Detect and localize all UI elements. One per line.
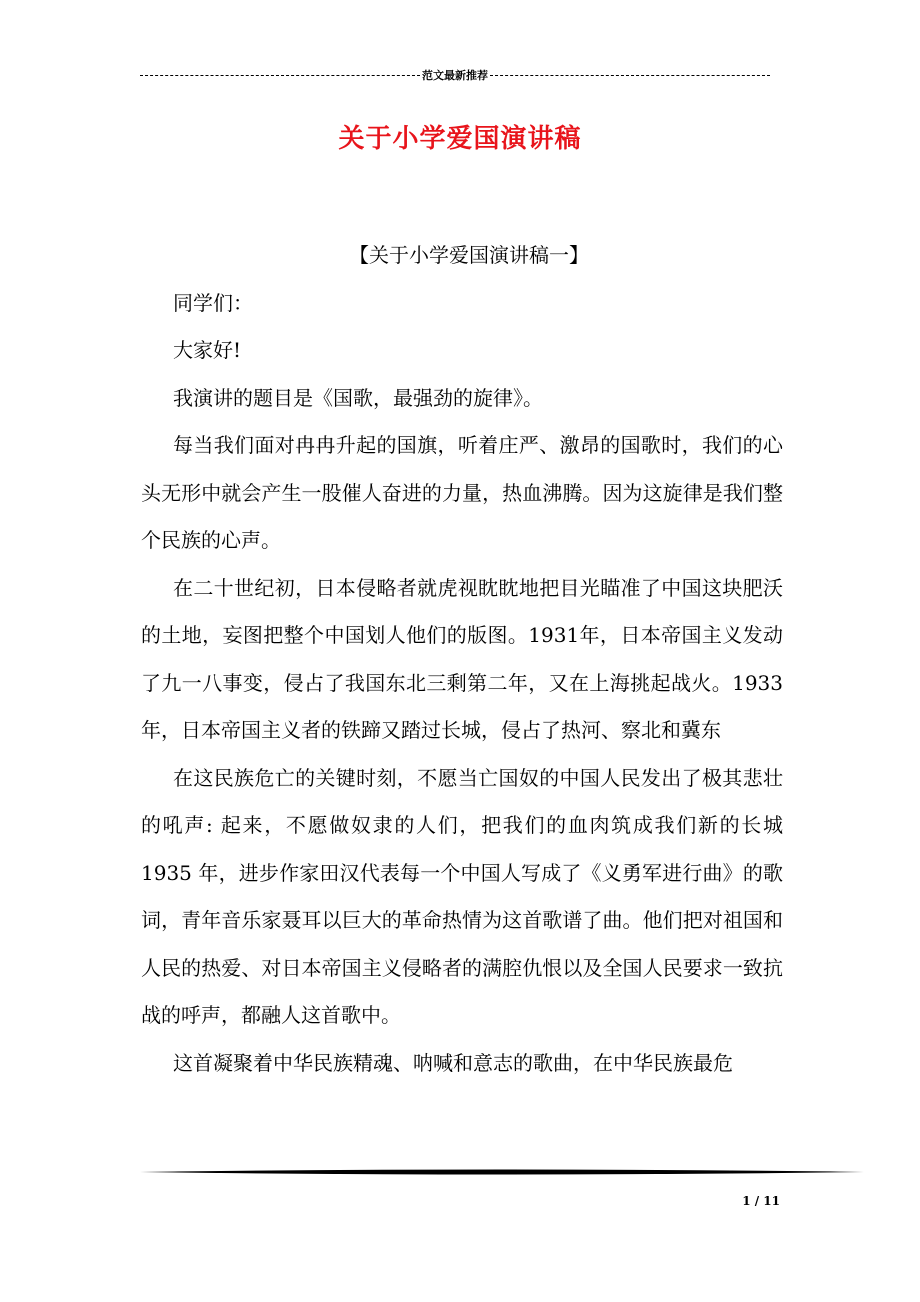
paragraph-body: 在这民族危亡的关键时刻，不愿当亡国奴的中国人民发出了极其悲壮的吼声: 起来，不愿做奴隶的人们，把我们的血肉筑成我们新的长城1935 年，进步作家田汉代表每一个中国人写成了《义勇军进行曲》的歌词，青年音乐家聂耳以巨大的革命热情为这首歌谱了曲。他们把对祖国和人民的热爱、对日本帝国主义侵略者的满腔仇恨以及全国人民要求一致抗战的呼声，都融人这首歌中。 [141, 765, 783, 1027]
paragraph-body: 在二十世纪初，日本侵略者就虎视眈眈地把目光瞄准了中国这块肥沃的土地，妄图把整个中国划人他们的版图。1931年，日本帝国主义发动了九一八事变，侵占了我国东北三剩第二年，又在上海挑起战火。1933年，日本帝国主义者的铁蹄又踏过长城，侵占了热河、察北和冀东 [141, 575, 783, 742]
footer-divider [140, 1168, 864, 1176]
header-dash-left [140, 75, 420, 76]
document-title: 关于小学爱国演讲稿 [338, 124, 582, 154]
paragraph-body: 这首凝聚着中华民族精魂、呐喊和意志的歌曲，在中华民族最危 [173, 1050, 733, 1075]
header-dash-right [490, 75, 770, 76]
paragraph-greeting: 同学们： [173, 290, 253, 315]
header-label: 范文最新推荐 [422, 69, 488, 82]
paragraph-hello: 大家好! [173, 338, 242, 362]
document-body [141, 232, 783, 1087]
page-header [140, 67, 770, 83]
paragraph-body: 每当我们面对冉冉升起的国旗，听着庄严、激昂的国歌时，我们的心头无形中就会产生一股催人奋进的力量，热血沸腾。因为这旋律是我们整个民族的心声。 [141, 433, 783, 552]
page-number: 1 / 11 [742, 1194, 780, 1208]
section-subtitle: 【关于小学爱国演讲稿一】 [349, 243, 589, 267]
paragraph-topic: 我演讲的题目是《国歌，最强劲的旋律》。 [173, 385, 543, 410]
